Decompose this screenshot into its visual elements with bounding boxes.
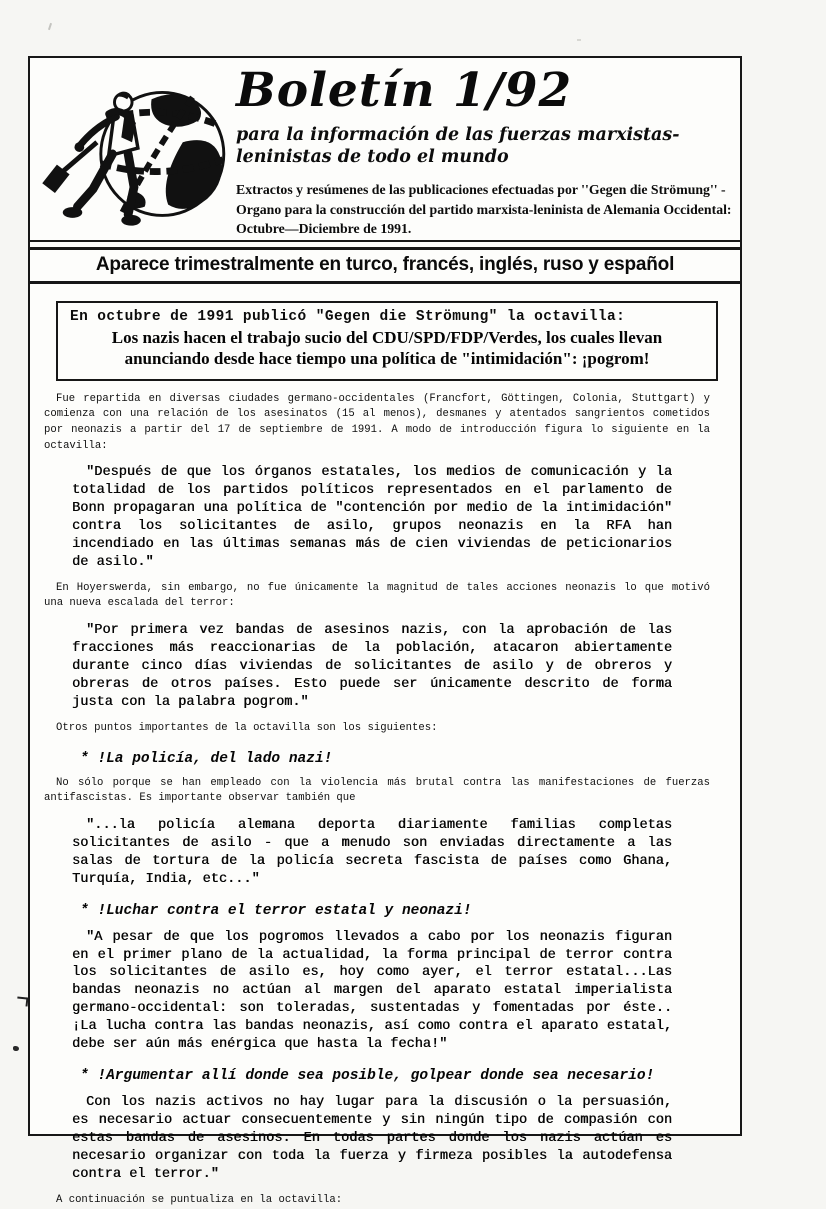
document-frame bbox=[28, 56, 742, 1206]
bulletin-imprint: Extractos y resúmenes de las publicaciones efectuadas por ''Gegen die Strömung'' - Organo para la construcción del partido marxista-leninista de Alemania Occidental: Octubre—Diciembre de 1991. bbox=[236, 182, 732, 237]
scan-mark bbox=[17, 996, 29, 1006]
octavilla-point-heading: * !La policía, del lado nazi! bbox=[80, 750, 333, 767]
octavilla-quote: Con los nazis activos no hay lugar para la discusión o la persuasión, es necesario actuar consecuentemente y sin ningún tipo de compasión con estas bandas de asesinos. En todas partes donde los nazis actúan es necesario organizar con toda la fuerza y firmeza posibles la autodefensa contra el terror." bbox=[72, 1095, 672, 1182]
bulletin-title: Boletín 1/92 bbox=[236, 63, 573, 118]
octavilla-quote: "Después de que los órganos estatales, los medios de comunicación y la totalidad de los partidos políticos representados en el parlamento de Bonn propagaran una política de "contención por medio de la intimidación" contra los solicitantes de asilo, grupos neonazis en la RFA han incendiado en las últimas semanas más de cien viviendas de peticionarios de asilo." bbox=[72, 465, 672, 570]
octavilla-quote: "Por primera vez bandas de asesinos nazis, con la aprobación de las fracciones más reaccionarias de la población, atacaron abiertamente durante cinco días viviendas de solicitantes de asilo y de obreros y obreras de otros países. Esto puede ser únicamente descrito de forma justa con la palabra pogrom." bbox=[72, 623, 672, 710]
worker-breaking-chained-globe-icon bbox=[36, 70, 232, 232]
headline-intro: En octubre de 1991 publicó "Gegen die Strömung" la octavilla: bbox=[70, 309, 626, 325]
octavilla-quote: "A pesar de que los pogromos llevados a cabo por los neonazis figuran en el primer plano de la actualidad, la forma principal de terror contra los solicitantes de asilo es, hoy como ayer, el terror estatal...Las bandas neonazis no actúan al margen del aparato estatal imperialista germano-occidental: son toleradas, sustentadas y fomentadas por éste.. ¡La lucha contra las bandas neonazis, así como contra el aparato estatal, debe ser aún más enérgica que hasta la fecha!" bbox=[72, 929, 672, 1053]
body-paragraph: En Hoyerswerda, sin embargo, no fue únicamente la magnitud de tales acciones neonazis lo que motivó una nueva escalada del terror: bbox=[44, 581, 710, 610]
body-paragraph: Otros puntos importantes de la octavilla son los siguientes: bbox=[56, 721, 438, 734]
worker-globe-logo bbox=[36, 70, 234, 237]
scan-speck bbox=[577, 39, 581, 41]
octavilla-point-heading: * !Luchar contra el terror estatal y neonazi! bbox=[80, 902, 472, 919]
masthead bbox=[30, 58, 740, 242]
body-paragraph: A continuación se puntualiza en la octavilla: bbox=[56, 1193, 343, 1206]
headline-box bbox=[56, 301, 718, 381]
body-paragraph: No sólo porque se han empleado con la violencia más brutal contra las manifestaciones de fuerzas antifascistas. Es importante observar también que bbox=[44, 776, 710, 805]
octavilla-quote: "...la policía alemana deporta diariamente familias completas solicitantes de asilo - que a menudo son enviadas directamente a las salas de tortura de la policía secreta fascista de países como Ghana, Turquía, India, etc..." bbox=[72, 817, 672, 887]
octavilla-point-heading: * !Argumentar allí donde sea posible, golpear donde sea necesario! bbox=[80, 1068, 655, 1085]
scan-mark bbox=[13, 1046, 19, 1051]
article-body bbox=[30, 381, 740, 1209]
scan-speck bbox=[48, 23, 52, 30]
headline-text: Los nazis hacen el trabajo sucio del CDU/SPD/FDP/Verdes, los cuales llevan anunciando desde hace tiempo una política de "intimidación": ¡pogrom! bbox=[111, 328, 663, 369]
frequency-banner: Aparece trimestralmente en turco, francés, inglés, ruso y español bbox=[30, 247, 740, 284]
bulletin-subtitle: para la información de las fuerzas marxistas-leninistas de todo el mundo bbox=[236, 125, 680, 168]
body-paragraph: Fue repartida en diversas ciudades germano-occidentales (Francfort, Göttingen, Colonia, Stuttgart) y comienza con una relación de los asesinatos (15 al menos), desmanes y atentados sangrientos cometidos por neonazis a partir del 17 de septiembre de 1991. A modo de introducción figura lo siguiente en la octavilla: bbox=[44, 392, 710, 452]
masthead-text bbox=[234, 63, 734, 239]
